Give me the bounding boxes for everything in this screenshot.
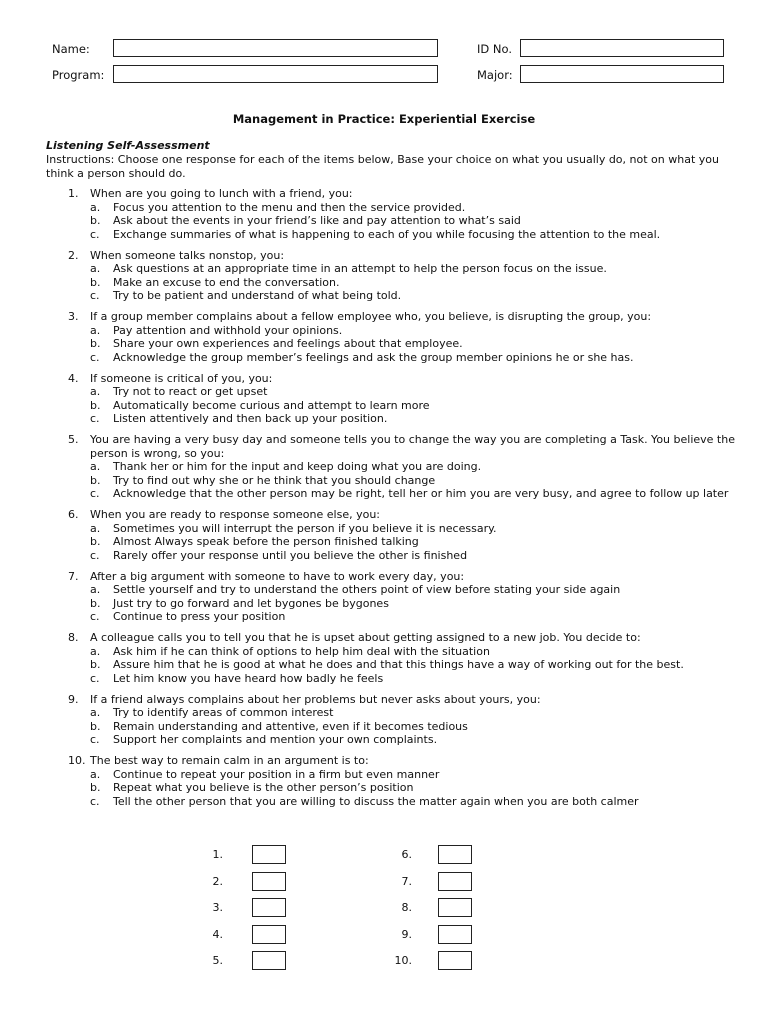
option-letter: b. [90,275,101,289]
option-text: Thank her or him for the input and keep doing what you are doing. [113,460,482,473]
question-option [90,781,736,795]
option-letter: a. [90,583,101,596]
name-label: Name: [52,42,90,56]
option-letter: a. [90,385,101,398]
answer-box[interactable] [252,872,286,891]
option-letter: c. [90,487,100,500]
major-field[interactable] [520,65,724,83]
question-option [90,487,736,501]
option-letter: b. [90,719,101,733]
program-field[interactable] [113,65,438,83]
question-option [90,768,736,782]
option-text: Try to be patient and understand of what being told. [113,289,402,302]
option-text: Ask him if he can think of options to help him deal with the situation [113,644,490,658]
option-text: Acknowledge the group member’s feelings and ask the group member opinions he or she has. [113,350,634,364]
answer-number: 4. [212,927,223,941]
option-letter: c. [90,350,100,364]
question-option [90,795,736,809]
major-label: Major: [477,68,513,82]
option-letter: b. [90,473,101,487]
question-number: 10. [68,754,86,767]
option-letter: b. [90,214,101,227]
option-text: Let him know you have heard how badly he feels [113,671,384,685]
question-number: 5. [68,433,79,446]
option-text: Assure him that he is good at what he does and that this things have a way of working out for the best. [113,658,684,671]
option-text: Just try to go forward and let bygones be bygones [113,596,389,610]
question-option [90,549,736,563]
question-number: 9. [68,692,79,706]
option-text: Almost Always speak before the person finished talking [113,535,419,548]
option-letter: b. [90,535,101,548]
answer-box[interactable] [438,872,472,891]
option-text: Automatically become curious and attempt to learn more [113,398,430,412]
option-text: Pay attention and withhold your opinions. [113,323,343,337]
option-text: Rarely offer your response until you believe the other is finished [113,548,468,562]
question-option [90,228,736,242]
option-text: Ask questions at an appropriate time in an attempt to help the person focus on the issue. [113,262,607,275]
question-option [90,385,736,399]
option-letter: b. [90,596,101,610]
instructions-text: Instructions: Choose one response for each of the items below, Base your choice on what you usually do, not on what you think a person should do. [46,153,719,180]
question-option [90,201,736,215]
question-option [90,535,736,549]
option-letter: c. [90,548,100,562]
program-label: Program: [52,68,105,82]
question-item [46,754,736,808]
option-letter: c. [90,289,100,302]
answer-box[interactable] [252,951,286,970]
option-letter: c. [90,671,100,685]
answer-number: 5. [212,954,223,967]
answer-number: 7. [401,874,412,888]
option-letter: a. [90,323,101,337]
option-text: Try to find out why she or he think that you should change [113,473,436,487]
answer-box[interactable] [438,845,472,864]
question-number: 6. [68,508,79,521]
option-text: Make an excuse to end the conversation. [113,275,340,289]
option-letter: a. [90,200,101,214]
id-label: ID No. [477,42,512,56]
question-text: If someone is critical of you, you: [90,371,273,385]
option-letter: a. [90,262,101,275]
option-text: Try not to react or get upset [113,385,268,398]
answer-box[interactable] [438,898,472,917]
question-number: 7. [68,569,79,583]
answer-number: 10. [394,954,412,967]
option-text: Exchange summaries of what is happening to each of you while focusing the attention to the meal. [113,227,661,241]
option-text: Settle yourself and try to understand the others point of view before stating your side again [113,583,621,596]
question-number: 3. [68,310,79,323]
question-text: When are you going to lunch with a friend, you: [90,187,353,200]
question-item [46,631,736,685]
answer-box[interactable] [252,898,286,917]
option-letter: c. [90,733,100,746]
question-item [46,570,736,624]
option-text: Sometimes you will interrupt the person if you believe it is necessary. [113,521,497,535]
answer-number: 3. [212,901,223,914]
option-text: Try to identify areas of common interest [113,706,334,719]
option-text: Share your own experiences and feelings about that employee. [113,337,463,350]
page-title: Management in Practice: Experiential Exercise [232,112,536,126]
question-text: A colleague calls you to tell you that he is upset about getting assigned to a new job. You decide to: [90,631,641,644]
option-letter: c. [90,610,100,623]
option-text: Listen attentively and then back up your position. [113,412,388,425]
option-letter: a. [90,644,101,658]
option-text: Tell the other person that you are willing to discuss the matter again when you are both calmer [113,794,639,808]
question-text: If a group member complains about a fellow employee who, you believe, is disrupting the group, you: [90,310,652,323]
option-letter: a. [90,460,101,473]
option-letter: b. [90,658,101,671]
question-list [46,187,736,816]
question-option [90,583,736,597]
section-subtitle: Listening Self-Assessment [46,139,210,152]
option-text: Continue to press your position [113,610,286,623]
option-letter: c. [90,794,100,808]
question-option [90,610,736,624]
question-option [90,262,736,276]
option-letter: a. [90,521,101,535]
question-number: 8. [68,631,79,644]
question-option [90,720,736,734]
question-option [90,672,736,686]
question-option [90,289,736,303]
question-item [46,310,736,364]
question-item [46,508,736,562]
question-text: When someone talks nonstop, you: [90,248,285,262]
question-number: 2. [68,248,79,262]
option-letter: a. [90,767,101,781]
name-field[interactable] [113,39,438,57]
question-option [90,460,736,474]
answer-number: 1. [212,848,223,861]
option-text: Continue to repeat your position in a firm but even manner [113,767,440,781]
question-option [90,658,736,672]
option-text: Repeat what you believe is the other person’s position [113,781,414,794]
question-option [90,214,736,228]
answer-box[interactable] [438,925,472,944]
answer-number: 6. [401,848,412,861]
option-letter: b. [90,337,101,350]
question-item [46,693,736,747]
option-letter: b. [90,398,101,412]
question-option [90,474,736,488]
question-option [90,324,736,338]
question-text: After a big argument with someone to have to work every day, you: [90,569,465,583]
question-text: If a friend always complains about her problems but never asks about yours, you: [90,692,541,706]
answer-number: 8. [401,901,412,914]
option-letter: c. [90,412,100,425]
option-letter: b. [90,781,101,794]
option-text: Remain understanding and attentive, even if it becomes tedious [113,719,468,733]
option-text: Support her complaints and mention your own complaints. [113,733,438,746]
question-text: When you are ready to response someone else, you: [90,508,380,521]
question-option [90,522,736,536]
question-option [90,706,736,720]
question-text: You are having a very busy day and someone tells you to change the way you are completing a Task. You believe the person is wrong, so you: [90,433,735,460]
option-letter: a. [90,706,101,719]
answer-number: 9. [401,927,412,941]
question-number: 4. [68,371,79,385]
option-text: Focus you attention to the menu and then the service provided. [113,200,466,214]
question-option [90,351,736,365]
question-option [90,645,736,659]
question-option [90,276,736,290]
question-number: 1. [68,187,79,200]
answer-box[interactable] [438,951,472,970]
question-option [90,733,736,747]
question-option [90,337,736,351]
answer-number: 2. [212,874,223,888]
question-option [90,597,736,611]
question-item [46,249,736,303]
question-text: The best way to remain calm in an argument is to: [90,754,369,767]
answer-box[interactable] [252,845,286,864]
option-text: Ask about the events in your friend’s like and pay attention to what’s said [113,214,521,227]
option-letter: c. [90,227,100,241]
id-field[interactable] [520,39,724,57]
question-item [46,372,736,426]
option-text: Acknowledge that the other person may be right, tell her or him you are very busy, and agree to follow up later [113,487,729,500]
question-item [46,433,736,501]
question-item [46,187,736,241]
answer-box[interactable] [252,925,286,944]
question-option [90,399,736,413]
question-option [90,412,736,426]
